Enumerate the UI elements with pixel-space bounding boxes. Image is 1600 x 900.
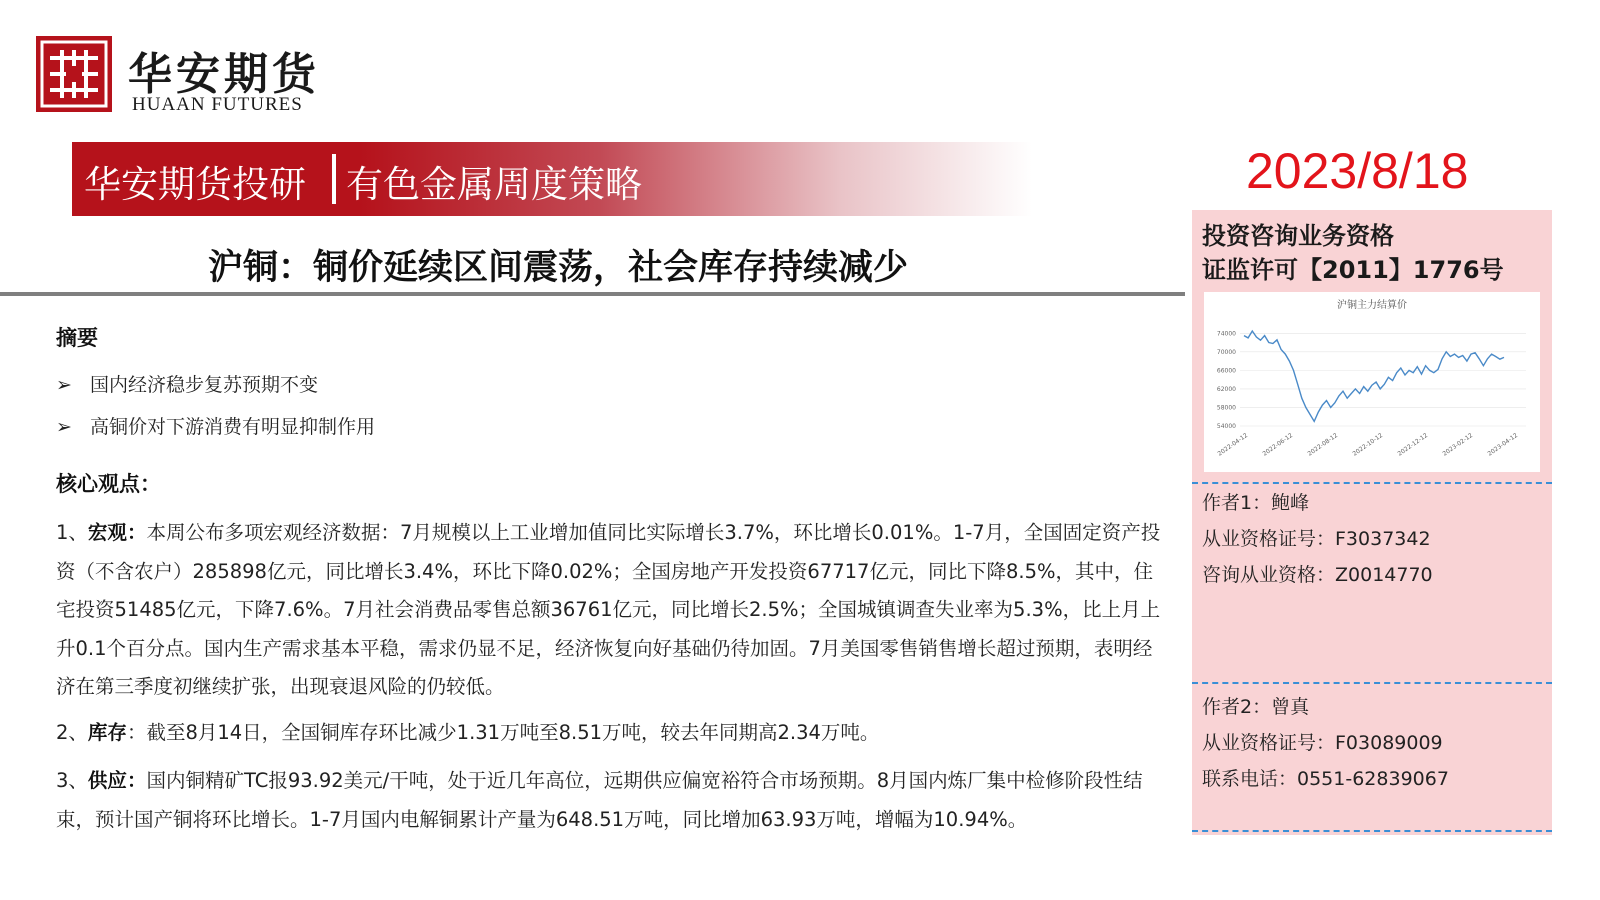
report-date: 2023/8/18 bbox=[1246, 143, 1469, 199]
y-tick-label: 66000 bbox=[1216, 367, 1236, 375]
x-tick-label: 2022-10-12 bbox=[1351, 431, 1385, 458]
logo-chinese-name: 华安期货 bbox=[128, 49, 320, 100]
para-number: 1、 bbox=[56, 521, 88, 544]
price-series-line bbox=[1244, 331, 1504, 421]
para-label: 供应 bbox=[87, 769, 127, 792]
y-tick-label: 62000 bbox=[1216, 385, 1236, 393]
company-logo bbox=[36, 36, 336, 118]
summary-bullet bbox=[56, 412, 375, 439]
dashed-divider bbox=[1192, 482, 1552, 484]
author2-name: 作者2：曾真 bbox=[1202, 696, 1310, 718]
summary-bullet-text: 高铜价对下游消费有明显抑制作用 bbox=[90, 416, 376, 438]
author2-cert: 从业资格证号：F03089009 bbox=[1202, 732, 1443, 754]
core-views-heading: 核心观点： bbox=[56, 472, 161, 496]
title-divider bbox=[0, 292, 1185, 296]
author2-phone: 联系电话：0551-62839067 bbox=[1202, 768, 1449, 790]
author1-name: 作者1：鲍峰 bbox=[1202, 492, 1310, 514]
banner-divider bbox=[332, 154, 336, 204]
chart-svg bbox=[1204, 292, 1540, 472]
para-text: 国内铜精矿TC报93.92美元/干吨，处于近几年高位，远期供应偏宽裕符合市场预期。8月国内炼厂集中检修阶段性结束，预计国产铜将环比增长。1-7月国内电解铜累计产量为648.51万吨，同比增加63.93万吨，增幅为10.94%。 bbox=[56, 769, 1143, 831]
para-sep: ： bbox=[126, 769, 147, 792]
license-heading: 投资咨询业务资格 bbox=[1202, 222, 1394, 250]
y-tick-label: 58000 bbox=[1216, 404, 1236, 412]
y-tick-label: 70000 bbox=[1216, 348, 1236, 356]
y-tick-label: 54000 bbox=[1216, 423, 1236, 430]
report-banner bbox=[72, 142, 1032, 216]
para-sep: ： bbox=[126, 521, 147, 544]
y-tick-label: 74000 bbox=[1216, 330, 1236, 338]
report-title: 沪铜：铜价延续区间震荡，社会库存持续减少 bbox=[208, 248, 909, 288]
summary-bullet-text: 国内经济稳步复苏预期不变 bbox=[90, 374, 319, 396]
author1-advisor: 咨询从业资格：Z0014770 bbox=[1202, 564, 1433, 586]
macro-paragraph bbox=[56, 514, 1166, 707]
dashed-divider bbox=[1192, 682, 1552, 684]
para-number: 3、 bbox=[56, 769, 88, 792]
chart-title: 沪铜主力结算价 bbox=[1337, 300, 1407, 311]
license-number: 证监许可【2011】1776号 bbox=[1202, 256, 1504, 284]
x-tick-label: 2023-04-12 bbox=[1486, 431, 1520, 458]
banner-brand: 华安期货投研 bbox=[84, 163, 306, 206]
arrow-bullet-icon: ➢ bbox=[56, 416, 72, 438]
summary-heading: 摘要 bbox=[56, 326, 98, 350]
inventory-paragraph bbox=[56, 714, 1166, 753]
banner-report-type: 有色金属周度策略 bbox=[346, 163, 642, 206]
para-label: 库存 bbox=[87, 721, 127, 744]
para-text: 截至8月14日，全国铜库存环比减少1.31万吨至8.51万吨，较去年同期高2.34万吨。 bbox=[146, 721, 880, 744]
logo-seal-icon bbox=[36, 36, 112, 112]
dashed-divider bbox=[1192, 830, 1552, 832]
supply-paragraph bbox=[56, 762, 1166, 839]
author1-cert: 从业资格证号：F3037342 bbox=[1202, 528, 1431, 550]
logo-english-name: HUAAN FUTURES bbox=[132, 94, 303, 115]
arrow-bullet-icon: ➢ bbox=[56, 374, 72, 396]
x-tick-label: 2023-02-12 bbox=[1441, 431, 1475, 458]
copper-price-chart bbox=[1204, 292, 1540, 472]
x-tick-label: 2022-06-12 bbox=[1261, 431, 1295, 458]
x-tick-label: 2022-04-12 bbox=[1216, 431, 1250, 458]
para-text: 本周公布多项宏观经济数据：7月规模以上工业增加值同比实际增长3.7%，环比增长0.01%。1-7月，全国固定资产投资（不含农户）285898亿元，同比增长3.4%，环比下降0.02%；全国房地产开发投资67717亿元，同比下降8.5%，其中，住宅投资51485亿元，下降7.6%。7月社会消费品零售总额36761亿元，同比增长2.5%；全国城镇调查失业率为5.3%，比上月上升0.1个百分点。国内生产需求基本平稳，需求仍显不足，经济恢复向好基础仍待加固。7月美国零售销售增长超过预期，表明经济在第三季度初继续扩张，出现衰退风险的仍较低。 bbox=[56, 521, 1161, 698]
para-sep: ： bbox=[126, 721, 147, 744]
para-number: 2、 bbox=[56, 721, 88, 744]
summary-bullet bbox=[56, 370, 318, 397]
author-sidebar bbox=[1192, 210, 1552, 835]
x-tick-label: 2022-12-12 bbox=[1396, 431, 1430, 458]
x-tick-label: 2022-08-12 bbox=[1306, 431, 1340, 458]
para-label: 宏观 bbox=[87, 521, 127, 544]
